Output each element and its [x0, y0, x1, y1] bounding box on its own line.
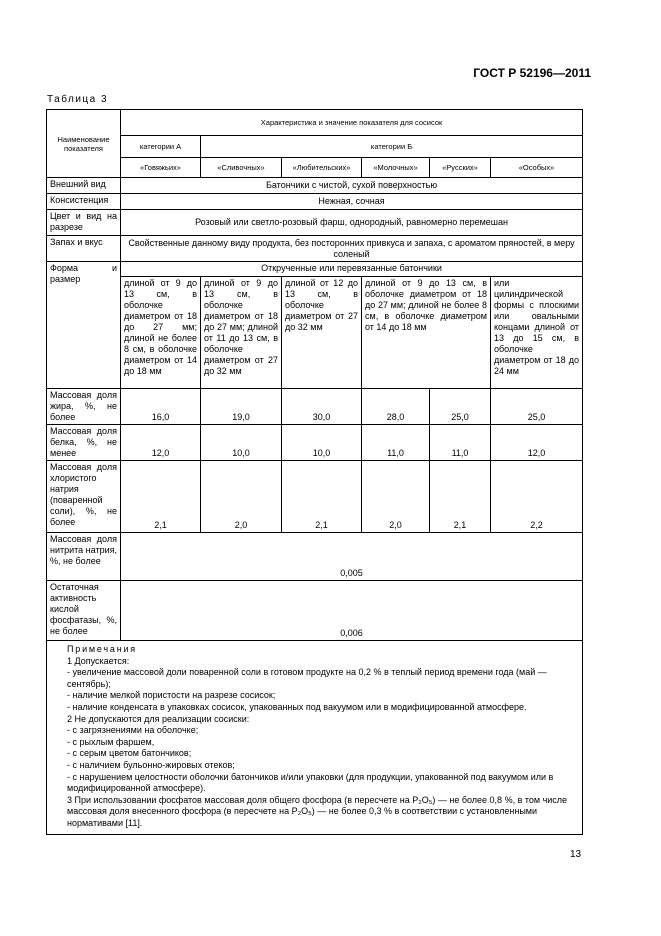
row-value: Свойственные данному виду продукта, без посторонних привкуса и запаха, с ароматом пряностей, в меру соленый [121, 236, 583, 262]
fat-value: 28,0 [362, 389, 430, 425]
nitrite-label: Массовая доля нитрита натрия, %, не более [47, 533, 121, 581]
table-row [47, 236, 583, 262]
protein-value: 12,0 [491, 425, 583, 461]
table-row [47, 389, 583, 425]
table-caption: Таблица 3 [47, 94, 109, 105]
type-header: «Молочных» [362, 158, 430, 178]
protein-value: 11,0 [430, 425, 491, 461]
document-header: ГОСТ Р 52196—2011 [473, 66, 591, 80]
fat-value: 30,0 [282, 389, 362, 425]
type-header: «Особых» [491, 158, 583, 178]
type-header: «Сливочных» [201, 158, 282, 178]
fat-value: 25,0 [491, 389, 583, 425]
notes-block [47, 641, 583, 835]
note-item: - с загрязнениями на оболочке; [67, 725, 199, 736]
table-row [47, 533, 583, 581]
form-common-value: Открученные или перевязанные батончики [121, 262, 583, 277]
note-item: - наличие мелкой пористости на разрезе сосисок; [67, 690, 276, 701]
fat-label: Массовая доля жира, %, не более [47, 389, 121, 425]
table-row [47, 210, 583, 236]
row-label: Запах и вкус [47, 236, 121, 262]
row-label: Цвет и вид на разрезе [47, 210, 121, 236]
table-row [47, 194, 583, 210]
row-value: Батончики с чистой, сухой поверхностью [121, 178, 583, 194]
form-cell: длиной от 12 до 13 см, в оболочке диаметром от 27 до 32 мм [282, 277, 362, 389]
form-cell: длиной от 9 до 13 см, в оболочке диаметром от 18 до 27 мм; длиной не более 8 см, в оболочке диаметром от 14 до 18 мм [121, 277, 201, 389]
row-label: Внешний вид [47, 178, 121, 194]
note-item: - с нарушением целостности оболочки батончиков и/или упаковки (для продукции, упакованной под вакуумом или в модифицированной атмосфере). [67, 771, 554, 794]
note-item: - с наличием бульонно-жировых отеков; [67, 759, 235, 770]
protein-value: 10,0 [201, 425, 282, 461]
salt-value: 2,1 [430, 461, 491, 533]
protein-label: Массовая доля белка, %, не менее [47, 425, 121, 461]
form-cell: или цилиндрической формы с плоскими или овальными концами длиной от 13 до 15 см, в оболочке диаметром от 18 до 24 мм [491, 277, 583, 389]
row-value: Розовый или светло-розовый фарш, однородный, равномерно перемешан [121, 210, 583, 236]
salt-value: 2,2 [491, 461, 583, 533]
form-cell: длиной от 9 до 13 см, в оболочке диаметром от 18 до 27 мм; длиной не более 8 см, в оболочке диаметром от 14 до 18 мм [362, 277, 491, 389]
protein-value: 10,0 [282, 425, 362, 461]
type-header: «Любительских» [282, 158, 362, 178]
form-cell: длиной от 9 до 13 см, в оболочке диаметром от 18 до 27 мм; длиной от 11 до 13 см, в оболочке диаметром от 27 до 32 мм [201, 277, 282, 389]
note-1: 1 Допускается: [67, 655, 130, 666]
category-a-header: категории А [121, 136, 201, 158]
note-2: 2 Не допускаются для реализации сосиски: [67, 713, 250, 724]
note-3: 3 При использовании фосфатов массовая доля общего фосфора (в пересчете на P₂O₅) — не более 0,8 %, в том числе массовая доля внесенного фосфора (в пересчете на P₂O₅) — не более 0,3 % в соответствии с установленными нормативами [11]. [67, 794, 568, 828]
phosphatase-label: Остаточная активность кислой фосфатазы, %, не более [47, 581, 121, 641]
row-label: Консистенция [47, 194, 121, 210]
note-item: - увеличение массовой доли поваренной соли в готовом продукте на 0,2 % в теплый период времени года (май — сентябрь); [67, 667, 547, 689]
note-item: - с серым цветом батончиков; [67, 748, 192, 759]
phosphatase-value: 0,006 [121, 581, 583, 641]
table-row [47, 581, 583, 641]
type-header: «Русских» [430, 158, 491, 178]
table-row [47, 461, 583, 533]
salt-value: 2,1 [282, 461, 362, 533]
table-row [47, 425, 583, 461]
nitrite-value: 0,005 [121, 533, 583, 581]
form-label: Форма и размер [47, 262, 121, 389]
page-number: 13 [570, 849, 582, 860]
salt-value: 2,1 [121, 461, 201, 533]
salt-value: 2,0 [362, 461, 430, 533]
protein-value: 12,0 [121, 425, 201, 461]
category-b-header: категории Б [201, 136, 583, 158]
notes-title: Примечания [67, 644, 137, 654]
table-row [47, 178, 583, 194]
fat-value: 19,0 [201, 389, 282, 425]
specification-table [46, 109, 583, 835]
column-name-header: Наименование показателя [47, 110, 121, 178]
note-item: - наличие конденсата в упаковках сосисок, упакованных под вакуумом или в модифицированной атмосфере. [67, 701, 527, 712]
fat-value: 16,0 [121, 389, 201, 425]
salt-value: 2,0 [201, 461, 282, 533]
fat-value: 25,0 [430, 389, 491, 425]
type-header: «Говяжьих» [121, 158, 201, 178]
row-value: Нежная, сочная [121, 194, 583, 210]
protein-value: 11,0 [362, 425, 430, 461]
note-item: - с рыхлым фаршем, [67, 736, 155, 747]
characteristic-header: Характеристика и значение показателя для сосисок [121, 110, 583, 136]
salt-label: Массовая доля хлористого натрия (поваренной соли), %, не более [47, 461, 121, 533]
